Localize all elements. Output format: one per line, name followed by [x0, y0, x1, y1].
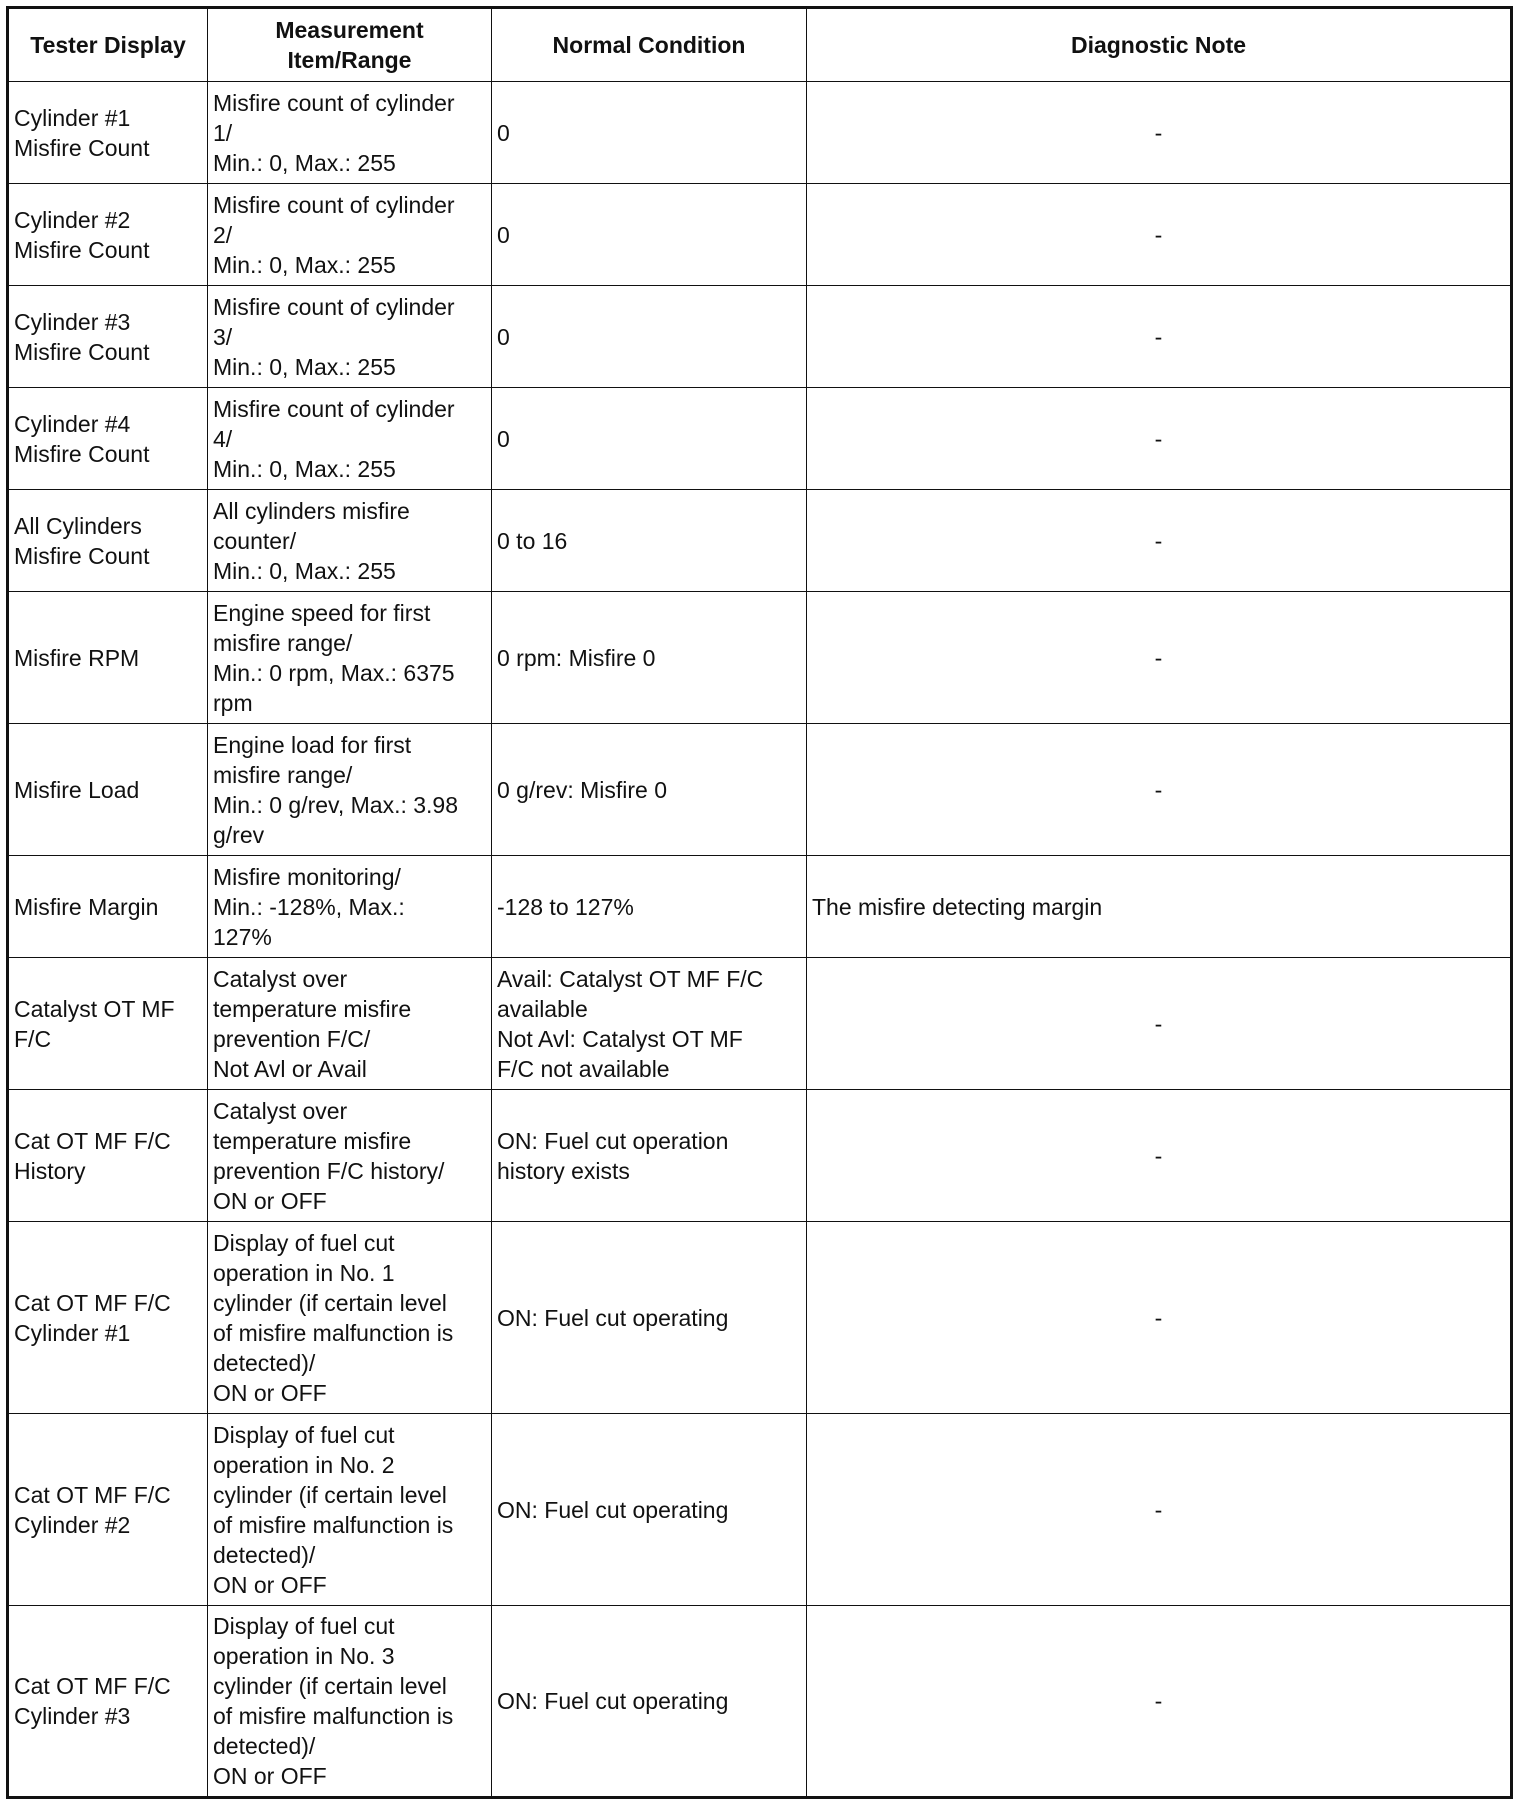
measurement-cell: All cylinders misfire counter/ Min.: 0, Max.: 255: [208, 490, 492, 592]
measurement-cell: Display of fuel cut operation in No. 2 cylinder (if certain level of misfire malfunction is detected)/ ON or OFF: [208, 1414, 492, 1606]
table-row: [8, 1414, 1512, 1606]
header-tester-display: Tester Display: [8, 8, 208, 82]
measurement-cell: Display of fuel cut operation in No. 1 cylinder (if certain level of misfire malfunction is detected)/ ON or OFF: [208, 1222, 492, 1414]
normal-condition-cell: 0: [492, 388, 807, 490]
normal-condition-cell: 0 g/rev: Misfire 0: [492, 724, 807, 856]
normal-condition-cell: 0: [492, 184, 807, 286]
tester-display-cell: Cat OT MF F/C History: [8, 1090, 208, 1222]
tester-display-cell: Cylinder #1 Misfire Count: [8, 82, 208, 184]
tester-display-cell: Cylinder #3 Misfire Count: [8, 286, 208, 388]
diagnostic-note-cell: -: [807, 1090, 1512, 1222]
table-row: [8, 490, 1512, 592]
tester-display-cell: Misfire Load: [8, 724, 208, 856]
measurement-cell: Catalyst over temperature misfire prevention F/C/ Not Avl or Avail: [208, 958, 492, 1090]
table-row: [8, 1222, 1512, 1414]
tester-display-cell: Misfire Margin: [8, 856, 208, 958]
diagnostic-note-cell: -: [807, 592, 1512, 724]
diagnostic-note-cell: -: [807, 490, 1512, 592]
normal-condition-cell: 0: [492, 286, 807, 388]
diagnostic-note-cell: -: [807, 724, 1512, 856]
tester-display-cell: Misfire RPM: [8, 592, 208, 724]
tester-display-cell: Cat OT MF F/C Cylinder #3: [8, 1606, 208, 1798]
header-normal-condition: Normal Condition: [492, 8, 807, 82]
measurement-cell: Misfire count of cylinder 1/ Min.: 0, Max.: 255: [208, 82, 492, 184]
table-row: [8, 286, 1512, 388]
table-row: [8, 592, 1512, 724]
diagnostic-note-cell: -: [807, 1414, 1512, 1606]
tester-display-cell: All Cylinders Misfire Count: [8, 490, 208, 592]
measurement-cell: Engine load for first misfire range/ Min.: 0 g/rev, Max.: 3.98 g/rev: [208, 724, 492, 856]
table-row: [8, 82, 1512, 184]
normal-condition-cell: ON: Fuel cut operation history exists: [492, 1090, 807, 1222]
diagnostic-note-cell: -: [807, 184, 1512, 286]
tester-display-cell: Catalyst OT MF F/C: [8, 958, 208, 1090]
table-row: [8, 388, 1512, 490]
tester-display-cell: Cat OT MF F/C Cylinder #1: [8, 1222, 208, 1414]
tester-display-cell: Cylinder #4 Misfire Count: [8, 388, 208, 490]
normal-condition-cell: Avail: Catalyst OT MF F/C available Not Avl: Catalyst OT MF F/C not available: [492, 958, 807, 1090]
measurement-cell: Misfire count of cylinder 4/ Min.: 0, Max.: 255: [208, 388, 492, 490]
header-diagnostic-note: Diagnostic Note: [807, 8, 1512, 82]
table-row: [8, 1606, 1512, 1798]
normal-condition-cell: 0: [492, 82, 807, 184]
diagnostic-note-cell: -: [807, 286, 1512, 388]
diagnostic-note-cell: -: [807, 82, 1512, 184]
table-row: [8, 184, 1512, 286]
tester-display-cell: Cylinder #2 Misfire Count: [8, 184, 208, 286]
table-header-row: [8, 8, 1512, 82]
diagnostic-note-cell: -: [807, 958, 1512, 1090]
measurement-cell: Misfire count of cylinder 3/ Min.: 0, Max.: 255: [208, 286, 492, 388]
diagnostic-note-cell: -: [807, 1222, 1512, 1414]
normal-condition-cell: ON: Fuel cut operating: [492, 1606, 807, 1798]
measurement-cell: Display of fuel cut operation in No. 3 cylinder (if certain level of misfire malfunction is detected)/ ON or OFF: [208, 1606, 492, 1798]
table-row: [8, 1090, 1512, 1222]
measurement-cell: Catalyst over temperature misfire prevention F/C history/ ON or OFF: [208, 1090, 492, 1222]
diagnostic-note-cell: -: [807, 1606, 1512, 1798]
header-measurement-item-range: Measurement Item/Range: [208, 8, 492, 82]
normal-condition-cell: 0 rpm: Misfire 0: [492, 592, 807, 724]
diagnostic-note-cell: -: [807, 388, 1512, 490]
measurement-cell: Misfire monitoring/ Min.: -128%, Max.: 127%: [208, 856, 492, 958]
table-row: [8, 958, 1512, 1090]
diagnostic-note-cell: The misfire detecting margin: [807, 856, 1512, 958]
measurement-cell: Misfire count of cylinder 2/ Min.: 0, Max.: 255: [208, 184, 492, 286]
data-list-table: [6, 6, 1513, 1799]
normal-condition-cell: ON: Fuel cut operating: [492, 1222, 807, 1414]
normal-condition-cell: ON: Fuel cut operating: [492, 1414, 807, 1606]
measurement-cell: Engine speed for first misfire range/ Min.: 0 rpm, Max.: 6375 rpm: [208, 592, 492, 724]
normal-condition-cell: -128 to 127%: [492, 856, 807, 958]
normal-condition-cell: 0 to 16: [492, 490, 807, 592]
table-row: [8, 856, 1512, 958]
tester-display-cell: Cat OT MF F/C Cylinder #2: [8, 1414, 208, 1606]
table-row: [8, 724, 1512, 856]
